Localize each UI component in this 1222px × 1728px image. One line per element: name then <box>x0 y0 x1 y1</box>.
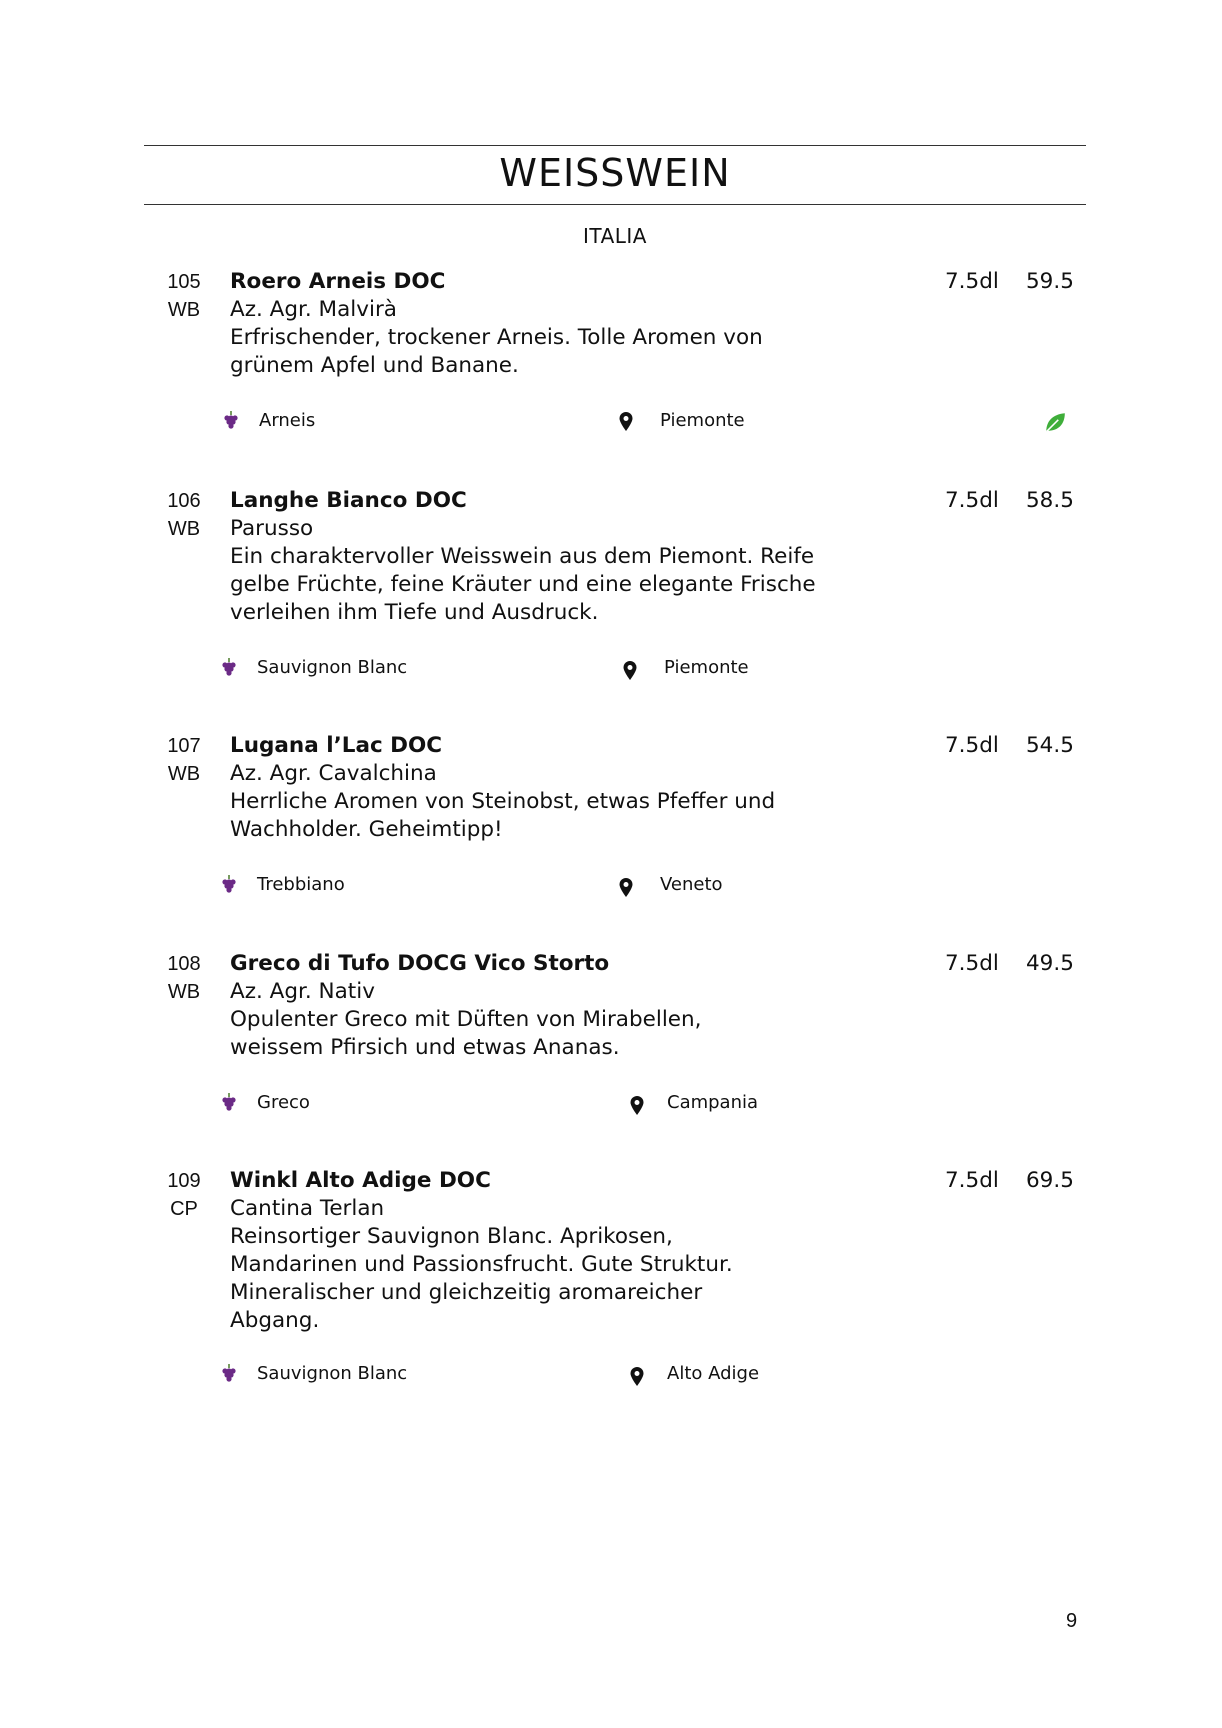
wine-body <box>230 732 860 844</box>
wine-body <box>230 1167 860 1335</box>
wine-producer: Cantina Terlan <box>230 1196 385 1221</box>
grape-variety: Arneis <box>259 410 316 431</box>
grape-variety: Sauvignon Blanc <box>257 657 408 678</box>
section-subtitle: ITALIA <box>583 224 647 248</box>
wine-body <box>230 487 860 627</box>
grape-variety: Sauvignon Blanc <box>257 1363 408 1384</box>
wine-name: Lugana l’Lac DOC <box>230 733 443 758</box>
wine-meta <box>0 406 1222 436</box>
region: Alto Adige <box>667 1363 760 1384</box>
page-number: 9 <box>1066 1610 1078 1632</box>
grape-icon <box>222 410 240 432</box>
wine-name: Greco di Tufo DOCG Vico Storto <box>230 951 610 976</box>
wine-producer: Az. Agr. Malvirà <box>230 297 397 322</box>
wine-description: Reinsortiger Sauvignon Blanc. Aprikosen, Mandarinen und Passionsfrucht. Gute Struktur. Mineralischer und gleichzeitig aromareicher Abgang. <box>230 1224 733 1333</box>
wine-number: 106 WB <box>167 490 201 540</box>
grape-icon <box>220 1363 238 1385</box>
wine-number: 105 WB <box>167 271 201 321</box>
leaf-icon <box>1043 410 1067 434</box>
wine-number: 108 WB <box>167 953 201 1003</box>
location-pin-icon <box>628 1365 646 1387</box>
region: Piemonte <box>660 410 745 431</box>
wine-meta <box>0 653 1222 683</box>
wine-producer: Az. Agr. Nativ <box>230 979 375 1004</box>
location-pin-icon <box>617 876 635 898</box>
wine-meta <box>0 870 1222 900</box>
grape-icon <box>220 874 238 896</box>
region: Veneto <box>660 874 723 895</box>
grape-variety: Trebbiano <box>257 874 345 895</box>
wine-description: Opulenter Greco mit Düften von Mirabellen, weissem Pfirsich und etwas Ananas. <box>230 1007 702 1060</box>
wine-price: 59.5 <box>1026 269 1074 294</box>
wine-price: 54.5 <box>1026 733 1074 758</box>
wine-volume: 7.5dl <box>945 269 999 294</box>
location-pin-icon <box>617 410 635 432</box>
location-pin-icon <box>621 659 639 681</box>
wine-name: Roero Arneis DOC <box>230 269 446 294</box>
page-title: WEISSWEIN <box>499 151 731 195</box>
region: Campania <box>667 1092 759 1113</box>
wine-description: Ein charaktervoller Weisswein aus dem Piemont. Reife gelbe Früchte, feine Kräuter und eine elegante Frische verleihen ihm Tiefe und Ausdruck. <box>230 544 816 625</box>
top-rule <box>144 145 1086 146</box>
wine-volume: 7.5dl <box>945 733 999 758</box>
wine-producer: Parusso <box>230 516 314 541</box>
grape-variety: Greco <box>257 1092 310 1113</box>
wine-description: Erfrischender, trockener Arneis. Tolle Aromen von grünem Apfel und Banane. <box>230 325 763 378</box>
wine-volume: 7.5dl <box>945 488 999 513</box>
wine-body <box>230 268 860 380</box>
wine-body <box>230 950 860 1062</box>
wine-producer: Az. Agr. Cavalchina <box>230 761 437 786</box>
wine-volume: 7.5dl <box>945 951 999 976</box>
region: Piemonte <box>664 657 749 678</box>
wine-number: 107 WB <box>167 735 201 785</box>
wine-meta <box>0 1359 1222 1389</box>
location-pin-icon <box>628 1094 646 1116</box>
wine-volume: 7.5dl <box>945 1168 999 1193</box>
wine-name: Winkl Alto Adige DOC <box>230 1168 491 1193</box>
title-underline <box>144 204 1086 205</box>
grape-icon <box>220 657 238 679</box>
wine-price: 49.5 <box>1026 951 1074 976</box>
wine-name: Langhe Bianco DOC <box>230 488 467 513</box>
wine-description: Herrliche Aromen von Steinobst, etwas Pfeffer und Wachholder. Geheimtipp! <box>230 789 776 842</box>
wine-number: 109 CP <box>167 1170 201 1220</box>
wine-meta <box>0 1088 1222 1118</box>
grape-icon <box>220 1092 238 1114</box>
wine-price: 69.5 <box>1026 1168 1074 1193</box>
wine-price: 58.5 <box>1026 488 1074 513</box>
